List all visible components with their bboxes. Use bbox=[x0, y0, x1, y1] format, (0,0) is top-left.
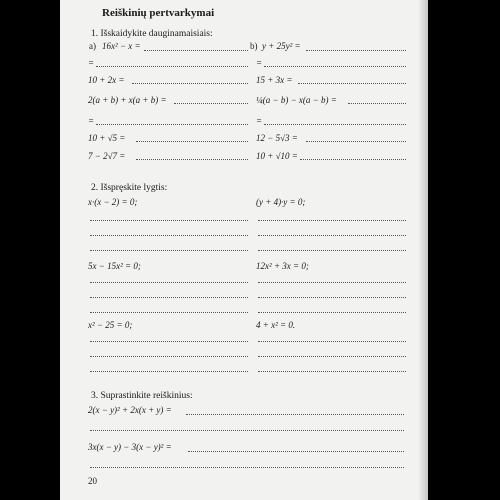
answer-line bbox=[90, 467, 404, 468]
expr-1b-eq2: = bbox=[256, 116, 263, 126]
answer-line bbox=[264, 124, 406, 125]
answer-line bbox=[258, 220, 406, 221]
simplify-expr-1: 2(x − y)² + 2x(x + y) = bbox=[88, 405, 172, 415]
equation-1: x·(x − 2) = 0; bbox=[88, 197, 138, 207]
answer-line bbox=[136, 159, 248, 160]
answer-line bbox=[258, 312, 406, 313]
answer-line bbox=[348, 103, 406, 104]
answer-line bbox=[258, 297, 406, 298]
expr-1b-4: 12 − 5√3 = bbox=[256, 133, 298, 143]
expr-1a-4: 10 + √5 = bbox=[88, 133, 126, 143]
expr-1a-3: 2(a + b) + x(a + b) = bbox=[88, 95, 167, 105]
equation-4: 12x² + 3x = 0; bbox=[256, 261, 309, 271]
answer-line bbox=[264, 66, 406, 67]
expr-1b-3: ¼(a − b) − x(a − b) = bbox=[256, 95, 337, 105]
page-number: 20 bbox=[88, 476, 97, 486]
expr-1b-2: 15 + 3x = bbox=[256, 75, 293, 85]
answer-line bbox=[300, 159, 406, 160]
expr-1b-5: 10 + √10 = bbox=[256, 151, 298, 161]
page-edge-shadow bbox=[418, 0, 428, 500]
answer-line bbox=[90, 250, 248, 251]
answer-line bbox=[258, 235, 406, 236]
answer-line bbox=[258, 250, 406, 251]
answer-line bbox=[90, 312, 248, 313]
expr-1a-5: 7 − 2√7 = bbox=[88, 151, 126, 161]
answer-line bbox=[144, 50, 248, 51]
answer-line bbox=[174, 103, 248, 104]
expr-1b-eq1: = bbox=[256, 58, 263, 68]
answer-line bbox=[306, 50, 406, 51]
answer-line bbox=[306, 141, 406, 142]
answer-line bbox=[96, 66, 248, 67]
answer-line bbox=[298, 83, 406, 84]
section-3-heading: 3. Suprastinkite reiškinius: bbox=[91, 391, 193, 401]
answer-line bbox=[90, 371, 248, 372]
answer-line bbox=[258, 341, 406, 342]
expr-1a-1: 16x² − x = bbox=[102, 41, 141, 51]
section-2-heading: 2. Išspręskite lygtis: bbox=[91, 183, 168, 193]
answer-line bbox=[90, 341, 248, 342]
answer-line bbox=[96, 124, 248, 125]
expr-1a-2: 10 + 2x = bbox=[88, 75, 125, 85]
section-1-heading: 1. Išskaidykite dauginamaisiais: bbox=[91, 29, 213, 39]
expr-1a-eq1: = bbox=[88, 58, 95, 68]
answer-line bbox=[90, 282, 248, 283]
equation-3: 5x − 15x² = 0; bbox=[88, 261, 141, 271]
answer-line bbox=[90, 220, 248, 221]
page-title: Reiškinių pertvarkymai bbox=[102, 7, 215, 19]
answer-line bbox=[90, 297, 248, 298]
answer-line bbox=[186, 414, 404, 415]
answer-line bbox=[258, 356, 406, 357]
equation-2: (y + 4)·y = 0; bbox=[256, 197, 306, 207]
simplify-expr-2: 3x(x − y) − 3(x − y)² = bbox=[88, 442, 172, 452]
answer-line bbox=[258, 282, 406, 283]
answer-line bbox=[258, 371, 406, 372]
equation-6: 4 + x² = 0. bbox=[256, 320, 296, 330]
answer-line bbox=[90, 430, 404, 431]
expr-1a-eq2: = bbox=[88, 116, 95, 126]
answer-line bbox=[132, 83, 248, 84]
worksheet-page bbox=[60, 0, 428, 500]
expr-1b-1: y + 25y² = bbox=[262, 41, 301, 51]
answer-line bbox=[90, 356, 248, 357]
label-a: a) bbox=[89, 41, 96, 51]
answer-line bbox=[90, 235, 248, 236]
label-b: b) bbox=[250, 41, 258, 51]
answer-line bbox=[136, 141, 248, 142]
answer-line bbox=[188, 451, 404, 452]
equation-5: x² − 25 = 0; bbox=[88, 320, 133, 330]
